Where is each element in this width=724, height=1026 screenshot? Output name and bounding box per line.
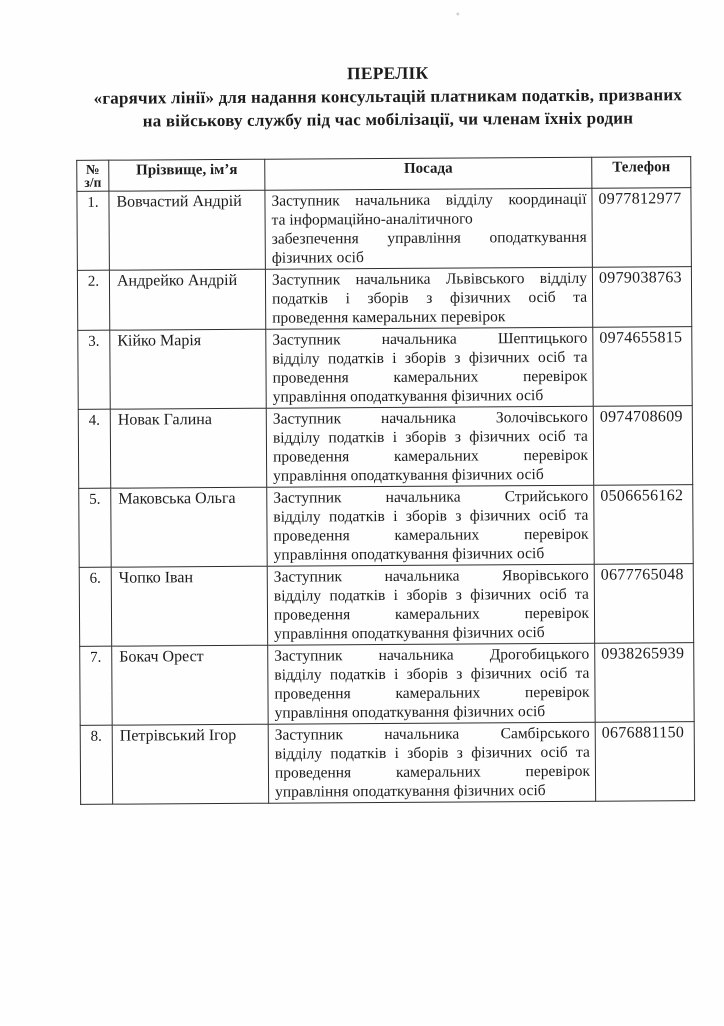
col-header-name: Прізвище, ім’я xyxy=(109,159,265,191)
table-row xyxy=(78,327,692,410)
phone-cell: 0676881150 xyxy=(595,722,694,802)
position-line: відділу податків і зборів з фізичних осіб та xyxy=(272,348,588,368)
table-row xyxy=(79,564,693,647)
hotlines-table xyxy=(76,156,695,805)
position-line: Заступник начальника Самбірського xyxy=(274,724,590,744)
row-number-cell: 8. xyxy=(80,725,112,804)
row-number-cell: 1. xyxy=(77,191,109,270)
position-line: відділу податків і зборів з фізичних осіб та xyxy=(273,506,589,526)
position-line: управління оподаткування фізичних осіб xyxy=(272,387,544,406)
title-line-2: «гарячих лінії» для надання консультацій платникам податків, призваних xyxy=(93,85,683,108)
position-line: проведення камеральних перевірок xyxy=(272,308,506,327)
row-number-cell: 7. xyxy=(80,646,112,725)
position-line: управління оподаткування фізичних осіб xyxy=(275,782,546,801)
position-line: проведення камеральних перевірок xyxy=(274,762,591,782)
position-line: Заступник начальника відділу координації xyxy=(271,190,587,210)
position-line: проведення камеральних перевірок xyxy=(272,367,588,387)
row-number-cell: 2. xyxy=(77,270,109,330)
table-row xyxy=(77,188,691,271)
position-line: відділу податків і зборів з фізичних осіб та xyxy=(274,664,590,684)
name-cell: Вовчастий Андрій xyxy=(109,190,265,270)
position-line: податків і зборів з фізичних осіб та xyxy=(272,288,588,308)
position-cell xyxy=(268,722,595,803)
name-cell: Бокач Орест xyxy=(112,645,268,725)
row-number-cell: 4. xyxy=(78,409,110,488)
position-cell xyxy=(266,327,593,408)
title-line-1: ПЕРЕЛІК xyxy=(346,62,429,84)
position-line: управління оподаткування фізичних осіб xyxy=(273,466,544,485)
scan-artifact xyxy=(456,13,459,16)
position-line: проведення камеральних перевірок xyxy=(272,446,589,466)
title-line-3: на військову службу під час мобілізації, чи членам їхніх родин xyxy=(142,108,634,131)
position-line: управління оподаткування фізичних осіб xyxy=(273,545,545,564)
position-line: Заступник начальника Стрийського xyxy=(273,487,589,507)
phone-cell: 0677765048 xyxy=(594,564,693,644)
position-line: проведення камеральних перевірок xyxy=(274,683,590,703)
table-row xyxy=(79,485,693,568)
position-line: Заступник начальника Львівського відділу xyxy=(271,269,588,289)
position-line: управління оподаткування фізичних осіб xyxy=(274,624,545,643)
row-number-cell: 3. xyxy=(78,330,110,409)
position-line: Заступник начальника Дрогобицького xyxy=(274,645,590,665)
table-body xyxy=(77,188,695,805)
table-row xyxy=(78,406,692,489)
name-cell: Петрівський Ігор xyxy=(112,724,268,804)
col-header-position: Посада xyxy=(265,157,592,190)
col-header-num-line2: з/п xyxy=(84,174,102,190)
position-line: відділу податків і зборів з фізичних осіб та xyxy=(274,743,590,763)
phone-cell: 0938265939 xyxy=(595,643,694,723)
position-cell xyxy=(265,188,592,269)
name-cell: Маковська Ольга xyxy=(111,487,267,567)
table-header-row xyxy=(77,157,691,192)
phone-cell: 0979038763 xyxy=(592,267,691,328)
table-row xyxy=(80,722,694,805)
row-number-cell: 6. xyxy=(79,567,111,646)
position-line: Заступник начальника Яворівського xyxy=(273,566,589,586)
position-line: відділу податків і зборів з фізичних осіб та xyxy=(272,427,588,447)
position-cell xyxy=(267,564,594,645)
position-line: відділу податків і зборів з фізичних осіб та xyxy=(273,585,589,605)
col-header-phone: Телефон xyxy=(592,157,691,189)
position-line: та інформаційно-аналітичного xyxy=(271,210,473,229)
position-line: проведення камеральних перевірок xyxy=(273,525,589,545)
phone-cell: 0974655815 xyxy=(593,327,692,407)
position-line: проведення камеральних перевірок xyxy=(273,604,590,624)
position-cell xyxy=(267,485,594,566)
col-header-num xyxy=(77,160,109,191)
name-cell: Андрейко Андрій xyxy=(109,269,265,330)
phone-cell: 0506656162 xyxy=(594,485,693,565)
table-row xyxy=(77,267,691,331)
position-line: управління оподаткування фізичних осіб xyxy=(274,703,546,722)
document-title xyxy=(58,60,718,133)
phone-cell: 0977812977 xyxy=(592,188,691,268)
name-cell: Кійко Марія xyxy=(110,329,266,409)
position-line: фізичних осіб xyxy=(271,249,364,267)
name-cell: Новак Галина xyxy=(110,408,266,488)
position-line: Заступник начальника Шептицького xyxy=(272,329,588,349)
col-header-num-line1: № xyxy=(85,161,100,177)
position-line: забезпечення управління оподаткування xyxy=(271,228,587,248)
name-cell: Чопко Іван xyxy=(111,566,267,646)
table-row xyxy=(80,643,694,726)
row-number-cell: 5. xyxy=(79,488,111,567)
phone-cell: 0974708609 xyxy=(593,406,692,486)
position-cell xyxy=(266,406,593,487)
position-line: Заступник начальника Золочівського xyxy=(272,408,588,428)
position-cell xyxy=(268,643,595,724)
position-cell xyxy=(265,267,592,329)
